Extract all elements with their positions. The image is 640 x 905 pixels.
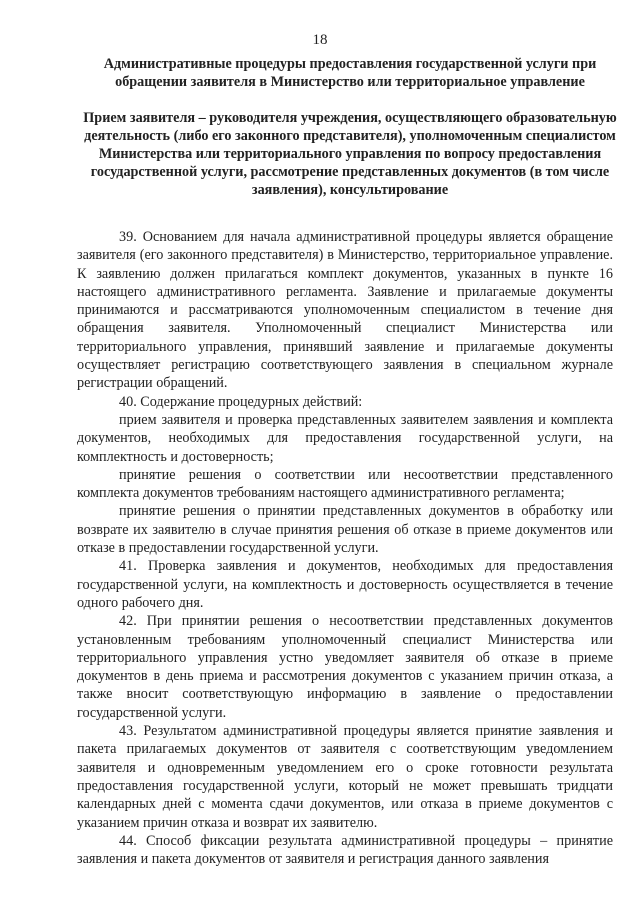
paragraph-42: 42. При принятии решения о несоответствии представленных документов установленным требованиям уполномоченный специалист Министерства или территориального управления устно уведомляет заявителя об отказе в приеме документов в день приема и рассмотрения документов с указанием причин отказа, а также вносит соответствующую информацию в заявление о предоставлении государственной услуги. (77, 613, 613, 721)
paragraph-41: 41. Проверка заявления и документов, необходимых для предоставления государственной услуги, на комплектность и достоверность осуществляется в течение одного рабочего дня. (77, 558, 613, 611)
subsection-heading: Прием заявителя – руководителя учреждения, осуществляющего образовательную деятельность (либо его законного представителя), уполномоченным специалистом Министерства или территориального управления по вопросу предоставления государственной услуги, рассмотрение представленных документов (в том числе заявления), консультирование (83, 110, 617, 198)
paragraph-40-item-1: прием заявителя и проверка представленных заявителем заявления и комплекта документов, необходимых для предоставления государственной услуги, на комплектность и достоверность; (77, 411, 613, 465)
page-number: 18 (312, 32, 328, 48)
document-body (77, 228, 613, 868)
paragraph-40-item-3: принятие решения о принятии представленных документов в обработку или возврате их заявителю в случае принятия решения об отказе в приеме документов или отказе в предоставлении государственной услуги. (77, 503, 613, 557)
paragraph-40-item-2: принятие решения о соответствии или несоответствии представленного комплекта документов требованиям настоящего административного регламента; (77, 466, 613, 502)
paragraph-39: 39. Основанием для начала административной процедуры является обращение заявителя (его законного представителя) в Министерство, территориальное управление. К заявлению должен прилагаться комплект документов, указанных в пункте 16 настоящего административного регламента. Заявление и прилагаемые документы принимаются и рассматриваются уполномоченным специалистом в течение дня обращения заявителя. Уполномоченный специалист Министерства или территориального управления, принявший заявление и прилагаемые документы осуществляет регистрацию соответствующего заявления в специальном журнале регистрации обращений. (77, 229, 613, 392)
paragraph-44: 44. Способ фиксации результата административной процедуры – принятие заявления и пакета документов от заявителя и регистрация данного заявления (77, 832, 613, 868)
paragraph-43: 43. Результатом административной процедуры является принятие заявления и пакета прилагаемых документов от заявителя с соответствующим уведомлением заявителя и одновременным уведомлением его о сроке готовности результата предоставления государственной услуги, который не может превышать тридцати календарных дней с момента сдачи документов, или отказа в приеме документов с указанием причин отказа и возврат их заявителю. (77, 723, 613, 831)
section-heading: Административные процедуры предоставления государственной услуги при обращении заявителя в Министерство или территориальное управление (103, 56, 597, 90)
paragraph-40: 40. Содержание процедурных действий: (119, 393, 363, 410)
